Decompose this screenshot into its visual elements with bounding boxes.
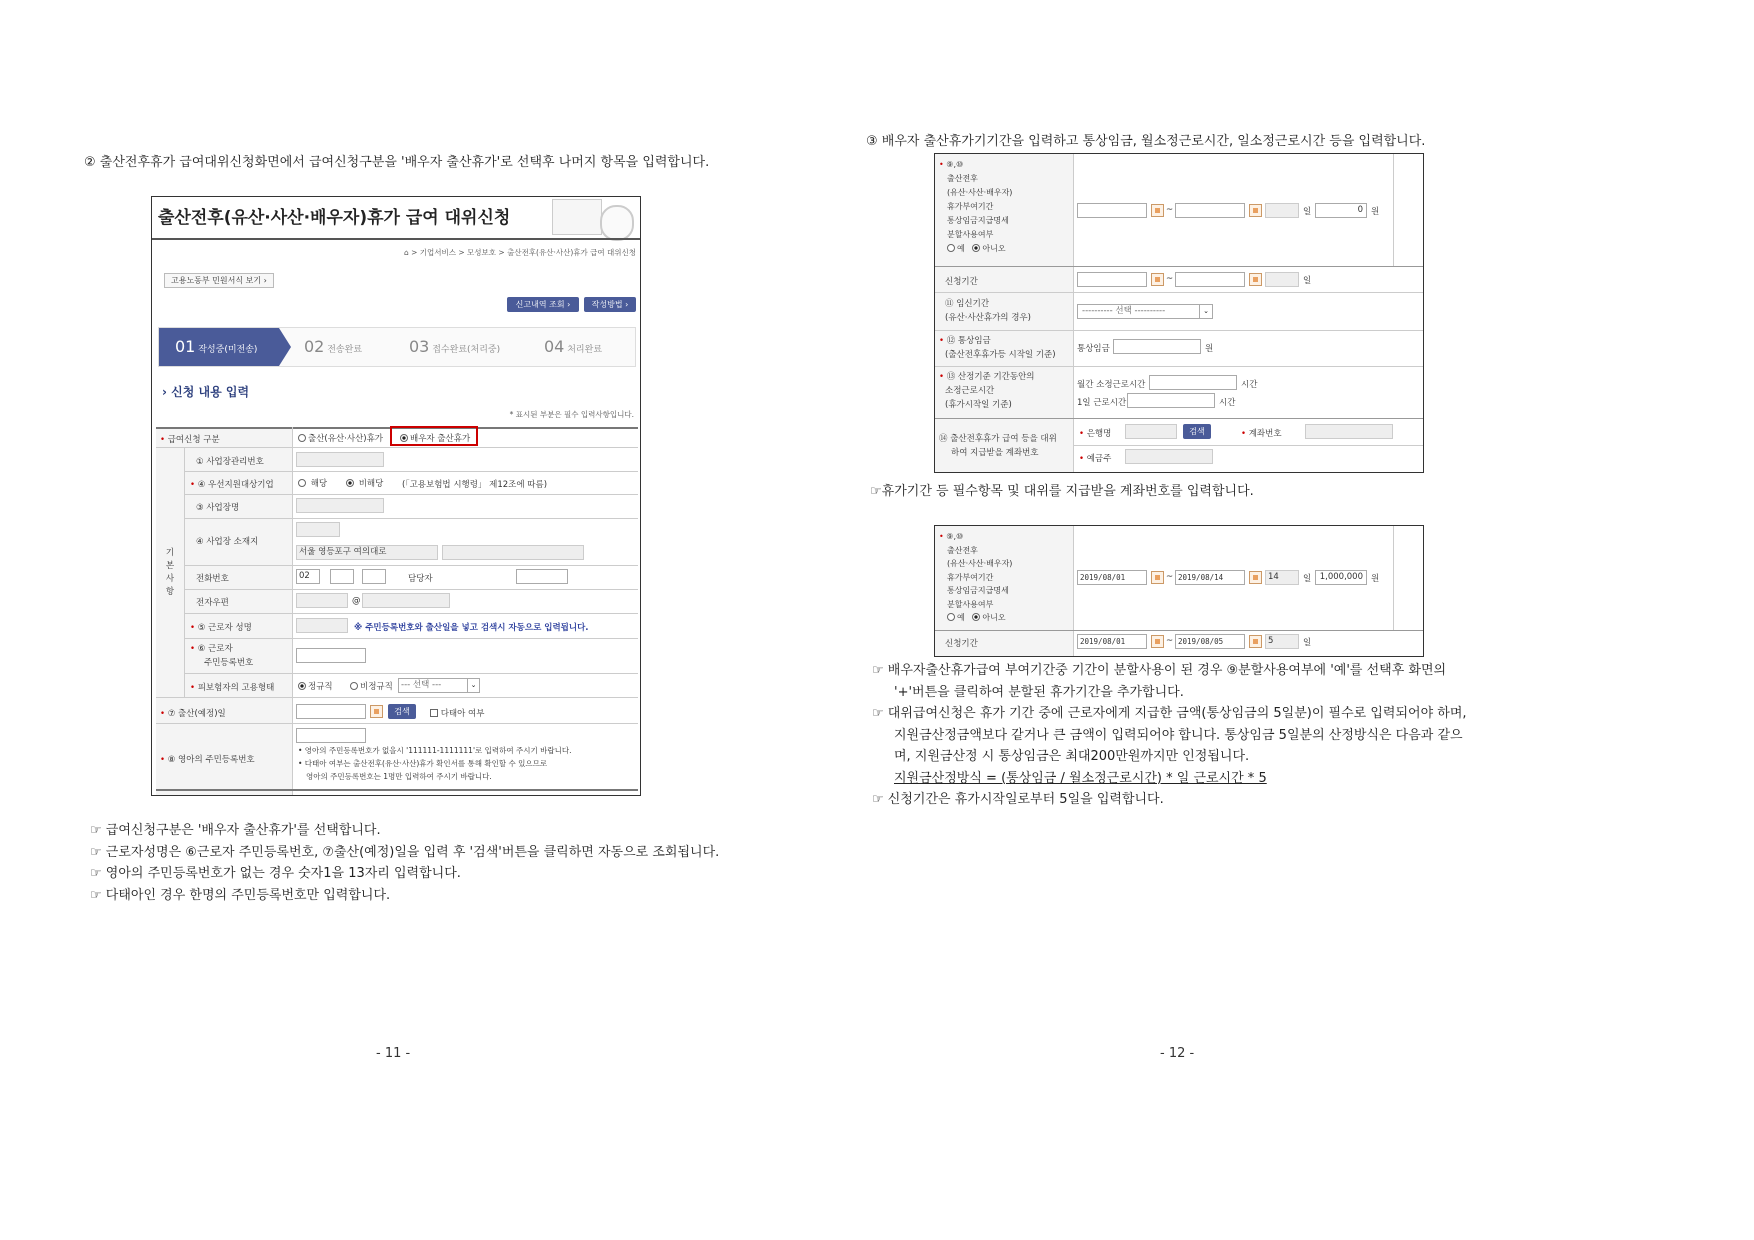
apply-days-input[interactable] — [1265, 272, 1299, 287]
email-id-input[interactable] — [296, 593, 348, 608]
calendar-icon[interactable] — [1151, 635, 1164, 648]
breadcrumb: ⌂ > 기업서비스 > 모성보호 > 출산전후(유산·사산)휴가 급여 대위신청 — [403, 248, 636, 257]
phone-last-input[interactable] — [362, 569, 386, 584]
left-note-3: ☞ 영아의 주민등록번호가 없는 경우 숫자1을 13자리 입력합니다. — [90, 866, 461, 881]
period-label-1: • ⑨,⑩ — [939, 532, 964, 541]
left-notes — [90, 820, 719, 906]
biz-addr-label: ④ 사업장 소재지 — [196, 537, 259, 547]
bank-search-button[interactable]: 검색 — [1183, 424, 1211, 439]
phone-mid-input[interactable] — [330, 569, 354, 584]
account-label-2: 하여 지급받을 계좌번호 — [951, 448, 1039, 458]
apply-days-input[interactable]: 5 — [1265, 634, 1299, 649]
bank-input[interactable] — [1125, 424, 1177, 439]
hour-unit: 시간 — [1219, 398, 1236, 408]
left-intro-text: ② 출산전후휴가 급여대위신청화면에서 급여신청구분을 '배우자 출산휴가'로 선택후 나머지 항목을 입력합니다. — [84, 155, 710, 170]
bank-label: • 은행명 — [1079, 429, 1112, 439]
left-note-1: ☞ 급여신청구분은 '배우자 출산휴가'를 선택합니다. — [90, 823, 381, 838]
day-unit: 일 — [1303, 574, 1312, 584]
priority-label: • ④ 우선지원대상기업 — [190, 480, 274, 490]
calendar-icon[interactable] — [1249, 571, 1262, 584]
birth-date-input[interactable] — [296, 704, 366, 719]
weekly-hours-input[interactable] — [1149, 375, 1237, 390]
worker-rrn-label-2: 주민등록번호 — [204, 658, 254, 668]
preg-label-1: ⑪ 임신기간 — [945, 299, 990, 309]
tilde: ~ — [1166, 274, 1174, 284]
manager-input[interactable] — [516, 569, 568, 584]
infant-rrn-label: • ⑧ 영아의 주민등록번호 — [160, 755, 255, 765]
phone-area-input[interactable]: 02 — [296, 569, 320, 584]
left-note-2: ☞ 근로자성명은 ⑥근로자 주민등록번호, ⑦출산(예정)일을 입력 후 '검색'버튼을 클릭하면 자동으로 조회됩니다. — [90, 844, 720, 860]
calendar-icon[interactable] — [1249, 273, 1262, 286]
calendar-icon[interactable] — [1249, 204, 1262, 217]
daily-hours-label: 1일 근로시간 — [1077, 398, 1127, 408]
screenshot-title: 출산전후(유산·사산·배우자)휴가 급여 대위신청 — [158, 208, 511, 228]
employ-type-label: • 피보험자의 고용형태 — [190, 683, 275, 693]
split-use-radios[interactable]: 예 아니오 — [939, 242, 1012, 256]
phone-label: 전화번호 — [196, 574, 229, 584]
email-at: @ — [352, 596, 361, 606]
period-end-input[interactable] — [1175, 203, 1245, 218]
email-label: 전자우편 — [196, 598, 229, 608]
irregular-radio[interactable]: 비정규직 — [350, 680, 393, 692]
priority-no-radio[interactable]: 비해당 — [346, 477, 383, 489]
employ-select[interactable]: --- 선택 --- — [398, 678, 480, 693]
period-days-input[interactable] — [1265, 203, 1299, 218]
daily-hours-input[interactable] — [1127, 393, 1215, 408]
hours-label-2: 소정근로시간 — [945, 386, 995, 396]
holder-input[interactable] — [1125, 449, 1213, 464]
worker-note: ※ 주민등록번호와 출산일을 넣고 검색시 자동으로 입력됩니다. — [354, 623, 589, 633]
claim-type-label: • 급여신청 구분 — [160, 435, 220, 445]
wage-input[interactable] — [1113, 339, 1201, 354]
account-no-input[interactable] — [1305, 424, 1393, 439]
guide-button[interactable]: 작성방법 › — [584, 297, 636, 312]
left-page-number: - 11 - — [376, 1046, 411, 1061]
apply-end-input[interactable] — [1175, 272, 1245, 287]
day-unit: 일 — [1303, 276, 1312, 286]
apply-period-label: 신청기간 — [945, 277, 978, 287]
preg-label-2: (유산·사산휴가의 경우) — [945, 313, 1031, 323]
infant-note-1: • 영아의 주민등록번호가 없을시 '111111-1111111'로 입력하여 주시기 바랍니다. — [298, 746, 572, 755]
regular-radio[interactable]: 정규직 — [298, 680, 333, 692]
step-1: 01 작성중(미전송) — [159, 328, 279, 366]
biz-name-input[interactable] — [296, 498, 384, 513]
right-screenshot-1 — [934, 153, 1424, 473]
period-label-5: 통상임금지급명세 — [947, 216, 1009, 225]
birth-date-label: • ⑦ 출산(예정)일 — [160, 709, 226, 719]
period-start-input[interactable] — [1077, 203, 1147, 218]
priority-yes-radio[interactable]: 해당 — [298, 477, 327, 489]
step-2: 02 전송완료 — [304, 337, 363, 356]
account-label-1: ⑭ 출산전후휴가 급여 등을 대위 — [939, 434, 1057, 444]
right-note-1: ☞ 배우자출산휴가급여 부여기간중 기간이 분할사용이 된 경우 ⑨분할사용여부에 '예'를 선택후 화면의 — [872, 663, 1447, 678]
won-unit: 원 — [1371, 207, 1380, 217]
step-bar — [158, 327, 636, 367]
period-start-input[interactable]: 2019/08/01 — [1077, 570, 1147, 585]
right-note-4: 지원금산정금액보다 같거나 큰 금액이 입력되어야 합니다. 통상임금 5일분의 산정방식은 다음과 같으 — [894, 727, 1463, 743]
period-label-2: 출산전후 — [947, 174, 978, 183]
chevron-down-icon: ⌄ — [467, 679, 479, 692]
manager-label: 담당자 — [408, 574, 433, 584]
right-note-3: ☞ 대위급여신청은 휴가 기간 중에 근로자에게 지급한 금액(통상임금의 5일분)이 필수로 입력되어야 하며, — [872, 706, 1467, 721]
worker-rrn-label-1: • ⑥ 근로자 — [190, 644, 233, 654]
period-label-4: 휴가부여기간 — [947, 572, 994, 582]
hours-label-3: (휴가시작일 기준) — [945, 400, 1012, 410]
calendar-icon[interactable] — [1151, 571, 1164, 584]
period-days-input[interactable]: 14 — [1265, 570, 1299, 585]
infant-note-3: 영아의 주민등록번호는 1명만 입력하여 주시기 바랍니다. — [306, 772, 492, 781]
right-note-5: 며, 지원금산정 시 통상임금은 최대200만원까지만 인정됩니다. — [894, 749, 1250, 764]
worker-name-label: • ⑤ 근로자 성명 — [190, 623, 252, 633]
weekly-hours-label: 월간 소정근로시간 — [1077, 380, 1146, 390]
zip-input[interactable] — [296, 522, 340, 537]
addr-detail-input[interactable] — [442, 545, 584, 560]
account-no-label: • 계좌번호 — [1241, 429, 1282, 439]
right-screenshot-2 — [934, 525, 1424, 657]
won-unit: 원 — [1205, 344, 1214, 354]
right-note-6: ☞ 신청기간은 휴가시작일로부터 5일을 입력합니다. — [872, 792, 1164, 807]
step-4: 04 처리완료 — [544, 337, 603, 356]
calculator-illustration — [552, 199, 602, 235]
right-intro-text: ③ 배우자 출산휴가기기간을 입력하고 통상임금, 월소정근로시간, 일소정근로시간 등을 입력합니다. — [866, 134, 1426, 149]
apply-end-input[interactable]: 2019/08/05 — [1175, 634, 1245, 649]
period-label-3: (유산·사산·배우자) — [947, 559, 1013, 568]
tilde: ~ — [1166, 205, 1174, 215]
day-unit: 일 — [1303, 207, 1312, 217]
left-screenshot — [151, 196, 641, 796]
amount-input[interactable]: 1,000,000 — [1315, 570, 1367, 585]
multiple-checkbox[interactable]: 다태아 여부 — [430, 707, 484, 719]
chevron-down-icon: ⌄ — [1199, 305, 1212, 318]
period-label-6: 분할사용여부 — [947, 230, 994, 239]
history-button[interactable]: 신고내역 조회 › — [507, 297, 579, 312]
won-unit: 원 — [1371, 574, 1380, 584]
opt-maternity-radio[interactable]: 출산(유산·사산)휴가 — [298, 432, 383, 444]
period-label-4: 휴가부여기간 — [947, 202, 994, 211]
period-end-input[interactable]: 2019/08/14 — [1175, 570, 1245, 585]
apply-period-label: 신청기간 — [945, 639, 978, 649]
step-3: 03 접수완료(처리중) — [409, 337, 501, 356]
worker-rrn-input[interactable] — [296, 648, 366, 663]
apply-start-input[interactable]: 2019/08/01 — [1077, 634, 1147, 649]
biz-mgmt-no-label: ① 사업장관리번호 — [196, 457, 264, 467]
day-unit: 일 — [1303, 638, 1312, 648]
worker-name-input[interactable] — [296, 618, 348, 633]
period-label-2: 출산전후 — [947, 545, 978, 555]
tilde: ~ — [1166, 572, 1174, 582]
basic-section-label: 기본사항 — [165, 548, 175, 597]
infant-note-2: • 다태아 여부는 출산전후(유산·사산)휴가 확인서를 통해 확인할 수 있으므로 — [298, 759, 548, 768]
split-use-radios[interactable]: 예 아니오 — [939, 611, 1012, 625]
period-label-3: (유산·사산·배우자) — [947, 188, 1013, 197]
calendar-icon[interactable] — [370, 705, 383, 718]
holder-label: • 예금주 — [1079, 454, 1112, 464]
law-note: (「고용보험법 시행령」 제12조에 따름) — [402, 480, 548, 490]
right-notes — [872, 660, 1467, 811]
hours-label-1: • ⑬ 산정기준 기간동안의 — [939, 372, 1035, 382]
tilde: ~ — [1166, 636, 1174, 646]
right-note-2: '+'버튼을 클릭하여 분할된 휴가기간을 추가합니다. — [894, 684, 1184, 700]
wage-label-2: (출산전후휴가등 시작일 기준) — [945, 350, 1056, 360]
home-icon: ⌂ > — [403, 248, 420, 257]
right-page-number: - 12 - — [1160, 1046, 1195, 1061]
opt-spouse-radio[interactable]: 배우자 출산휴가 — [400, 432, 470, 444]
right-formula: 지원금산정방식 = (통상임금 / 월소정근로시간) * 일 근로시간 * 5 — [894, 770, 1267, 786]
email-domain-input[interactable] — [362, 593, 450, 608]
right-mid-note: ☞휴가기간 등 필수항목 및 대위를 지급받을 계좌번호를 입력합니다. — [870, 484, 1254, 499]
calendar-icon[interactable] — [1151, 204, 1164, 217]
calendar-icon[interactable] — [1151, 273, 1164, 286]
section-title: › 신청 내용 입력 — [162, 385, 250, 399]
biz-name-label: ③ 사업장명 — [196, 503, 240, 513]
wage-field-label: 통상임금 — [1077, 344, 1110, 354]
addr-input[interactable]: 서울 영등포구 여의대로 — [296, 545, 438, 560]
left-note-4: ☞ 다태아인 경우 한명의 주민등록번호만 입력합니다. — [90, 887, 391, 903]
apply-start-input[interactable] — [1077, 272, 1147, 287]
biz-mgmt-no-input[interactable] — [296, 452, 384, 467]
required-note: * 표시된 부분은 필수 입력사항입니다. — [509, 410, 634, 419]
hour-unit: 시간 — [1241, 380, 1258, 390]
period-label-6: 분할사용여부 — [947, 599, 994, 609]
period-label-5: 통상임금지급명세 — [947, 586, 1009, 595]
claim-form — [156, 427, 638, 795]
mouse-illustration — [600, 205, 634, 241]
period-label — [939, 158, 1012, 256]
form-link-button[interactable]: 고용노동부 민원서식 보기 › — [164, 273, 274, 288]
preg-select[interactable]: ---------- 선택 ---------- — [1077, 304, 1213, 319]
wage-label-1: • ⑫ 통상임금 — [939, 336, 991, 346]
amount-input[interactable]: 0 — [1315, 203, 1367, 218]
period-label-1: • ⑨,⑩ — [939, 160, 964, 169]
calendar-icon[interactable] — [1249, 635, 1262, 648]
birth-search-button[interactable]: 검색 — [388, 704, 416, 719]
period-label — [939, 530, 1012, 625]
infant-rrn-input[interactable] — [296, 728, 366, 743]
